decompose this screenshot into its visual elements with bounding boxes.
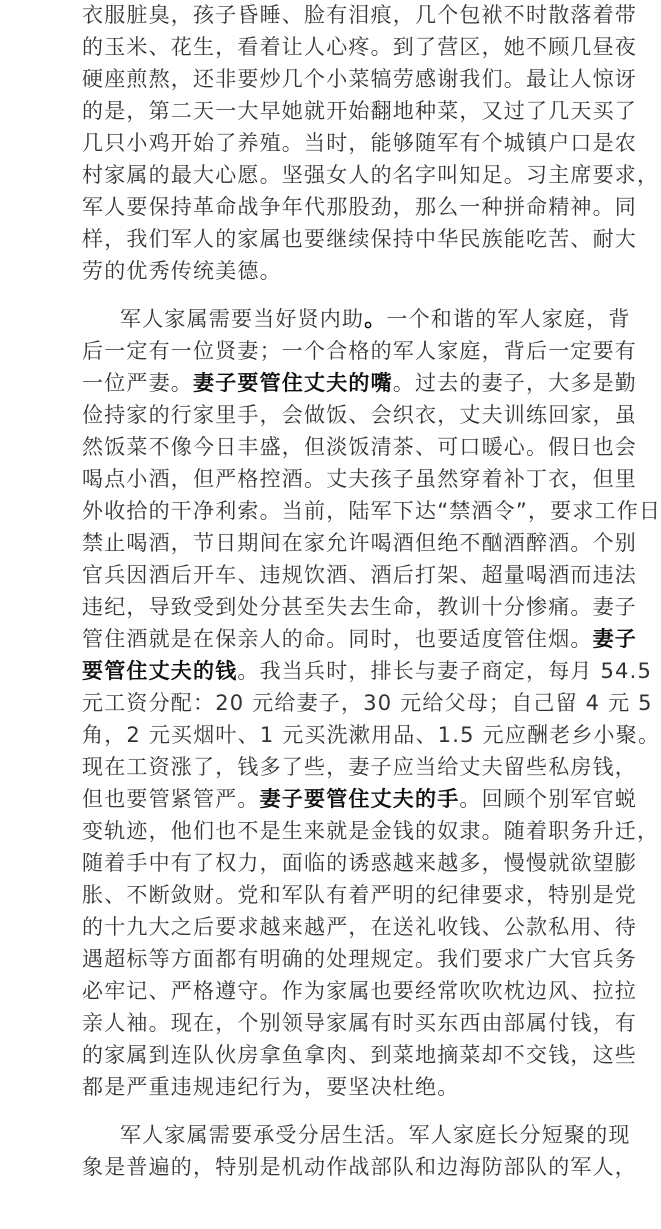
text-line: 遇超标等方面都有明确的处理规定。我们要求广大官兵务 bbox=[82, 947, 637, 971]
text-line: 随着手中有了权力，面临的诱惑越来越多，慢慢就欲望膨 bbox=[82, 851, 637, 875]
bold-subheading: 妻子要管住丈夫的手 bbox=[259, 787, 460, 811]
text-line: 官兵因酒后开车、违规饮酒、酒后打架、超量喝酒而违法 bbox=[82, 563, 637, 587]
text-line: 外收拾的干净利索。当前，陆军下达“禁酒令”，要求工作日 bbox=[82, 499, 661, 523]
text-line: 变轨迹，他们也不是生来就是金钱的奴隶。随着职务升迁， bbox=[82, 819, 660, 843]
section-lead-period: 。 bbox=[364, 307, 387, 331]
text-line: 禁止喝酒，节日期间在家允许喝酒但绝不酗酒醉酒。个别 bbox=[82, 531, 637, 555]
text-line: 军人要保持革命战争年代那股劲，那么一种拼命精神。同 bbox=[82, 195, 637, 219]
text-line: 然饭菜不像今日丰盛，但淡饭清茶、可口暖心。假日也会 bbox=[82, 435, 637, 459]
text-line: 后一定有一位贤妻；一个合格的军人家庭，背后一定要有 bbox=[82, 339, 637, 363]
text-line: 角，2 元买烟叶、1 元买洗漱用品、1.5 元应酬老乡小聚。 bbox=[82, 723, 661, 747]
paragraph-heading-line: 军人家属需要承受分居生活。军人家庭长分短聚的现 bbox=[120, 1123, 631, 1147]
text-line: 样，我们军人的家属也要继续保持中华民族能吃苦、耐大 bbox=[82, 227, 637, 251]
text-line: 违纪，导致受到处分甚至失去生命，教训十分惨痛。妻子 bbox=[82, 595, 637, 619]
text-line: 俭持家的行家里手，会做饭、会织衣，丈夫训练回家，虽 bbox=[82, 403, 637, 427]
text-line bbox=[82, 656, 652, 686]
text-segment: 一个和谐的军人家庭，背 bbox=[386, 307, 631, 331]
text-line: 必牢记、严格遵守。作为家属也要经常吹吹枕边风、拉拉 bbox=[82, 979, 637, 1003]
text-line: 胀、不断敛财。党和军队有着严明的纪律要求，特别是党 bbox=[82, 883, 637, 907]
text-line: 象是普遍的，特别是机动作战部队和边海防部队的军人， bbox=[82, 1155, 637, 1179]
text-line: 劳的优秀传统美德。 bbox=[82, 259, 282, 283]
text-line: 衣服脏臭，孩子昏睡、脸有泪痕，几个包袱不时散落着带 bbox=[82, 3, 637, 27]
text-segment: 管住酒就是在保亲人的命。同时，也要适度管住烟。 bbox=[82, 627, 593, 651]
text-line: 的是，第二天一大早她就开始翻地种菜，又过了几天买了 bbox=[82, 99, 637, 123]
text-line: 几只小鸡开始了养殖。当时，能够随军有个城镇户口是农 bbox=[82, 131, 637, 155]
text-line: 的家属到连队伙房拿鱼拿肉、到菜地摘菜却不交钱，这些 bbox=[82, 1043, 637, 1067]
text-line: 现在工资涨了，钱多了些，妻子应当给丈夫留些私房钱， bbox=[82, 755, 637, 779]
text-segment: 。过去的妻子，大多是勤 bbox=[392, 371, 638, 395]
bold-subheading: 妻子要管住丈夫的嘴 bbox=[193, 371, 393, 395]
text-line: 喝点小酒，但严格控酒。丈夫孩子虽然穿着补丁衣，但里 bbox=[82, 467, 637, 491]
text-segment: 一位严妻。 bbox=[82, 371, 193, 395]
text-line: 村家属的最大心愿。坚强女人的名字叫知足。习主席要求， bbox=[82, 163, 660, 187]
text-line bbox=[82, 624, 637, 654]
text-line bbox=[82, 784, 637, 814]
section-lead-text: 军人家属需要当好贤内助 bbox=[120, 307, 365, 331]
text-segment: 。我当兵时，排长与妻子商定，每月 54.5 bbox=[237, 659, 653, 683]
paragraph-heading-line bbox=[120, 304, 631, 334]
text-line: 都是严重违规违纪行为，要坚决杜绝。 bbox=[82, 1075, 460, 1099]
text-line: 元工资分配：20 元给妻子，30 元给父母；自己留 4 元 5 bbox=[82, 691, 653, 715]
text-segment: 。回顾个别军官蜕 bbox=[459, 787, 638, 811]
bold-subheading: 妻子 bbox=[592, 627, 638, 651]
text-line: 硬座煎熬，还非要炒几个小菜犒劳感谢我们。最让人惊讶 bbox=[82, 67, 637, 91]
text-line: 的十九大之后要求越来越严，在送礼收钱、公款私用、待 bbox=[82, 915, 637, 939]
text-segment: 但也要管紧管严。 bbox=[82, 787, 260, 811]
text-line bbox=[82, 368, 637, 398]
text-line: 亲人袖。现在，个别领导家属有时买东西由部属付钱，有 bbox=[82, 1011, 637, 1035]
text-line: 的玉米、花生，看着让人心疼。到了营区，她不顾几昼夜 bbox=[82, 35, 637, 59]
bold-subheading: 要管住丈夫的钱 bbox=[82, 659, 238, 683]
